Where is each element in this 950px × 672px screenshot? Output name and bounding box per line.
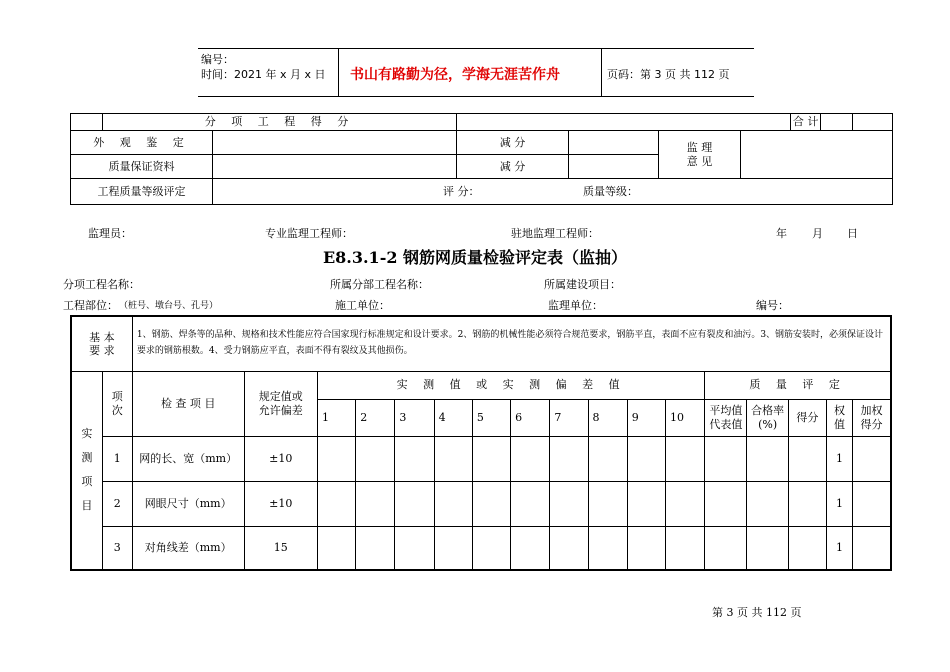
- quality-eval-header: 质 量 评 定: [705, 371, 891, 399]
- col-header-3: 3: [395, 399, 434, 436]
- sign-pro-engineer: 专业监理工程师：: [265, 227, 353, 240]
- sign-site-engineer: 驻地监理工程师：: [511, 227, 599, 240]
- supervision-opinion-label: 监 理 意 见: [659, 131, 741, 179]
- row-spec: 15: [244, 526, 317, 570]
- sign-day: 日: [847, 227, 858, 240]
- deduct-value-2: [569, 155, 659, 179]
- supervisor-unit-label: 监理单位：: [548, 299, 603, 312]
- header-bottom-rule: [198, 96, 754, 97]
- cell-empty: [71, 114, 103, 131]
- basic-req-text: 1、钢筋、焊条等的品种、规格和技术性能应符合国家现行标准规定和设计要求。2、钢筋的机械性能必须符合规范要求，钢筋平直，表面不应有裂皮和油污。3、钢筋安装时，必须保证设计要求的钢筋根数。4、受力钢筋应平直，表面不得有裂纹及其他损伤。: [132, 316, 891, 371]
- check-item-header: 检 查 项 目: [132, 371, 244, 436]
- appearance-value: [213, 131, 457, 155]
- header-page: 页码：第 3 页 共 112 页: [607, 68, 730, 81]
- col-header-5: 5: [472, 399, 510, 436]
- row-no: 2: [102, 481, 132, 526]
- summary-table: [70, 113, 893, 205]
- rating-label: 评 分：: [443, 184, 480, 198]
- header-top-rule: [198, 48, 754, 49]
- header-motto: 书山有路勤为径，学海无涯苦作舟: [350, 67, 560, 83]
- pass-rate-header: 合格率 (%): [747, 399, 788, 436]
- col-header-7: 7: [550, 399, 588, 436]
- row-no: 1: [102, 436, 132, 481]
- contractor-label: 施工单位：: [335, 299, 390, 312]
- row-weight: 1: [826, 436, 852, 481]
- row-weight: 1: [826, 481, 852, 526]
- footer-page: 第 3 页 共 112 页: [712, 606, 802, 619]
- sign-month: 月: [812, 227, 823, 240]
- row-item: 网的长、宽（mm）: [132, 436, 244, 481]
- table-row: [71, 436, 891, 481]
- row-item: 网眼尺寸（mm）: [132, 481, 244, 526]
- table-row: [71, 526, 891, 570]
- col-header-4: 4: [434, 399, 472, 436]
- score-header: 得分: [788, 399, 826, 436]
- total-value-2: [853, 114, 893, 131]
- sign-supervisor: 监理员：: [88, 227, 132, 240]
- col-header-9: 9: [627, 399, 665, 436]
- subitem-name: 分项工程名称：: [63, 278, 140, 291]
- sign-year: 年: [776, 227, 787, 240]
- grade-eval-value: [213, 179, 893, 205]
- inspection-table: [70, 315, 892, 571]
- code-label: 编号：: [756, 299, 789, 312]
- location-hint: （桩号、墩台号、孔号）: [119, 301, 219, 311]
- division-name: 所属分部工程名称：: [330, 278, 429, 291]
- col-header-8: 8: [588, 399, 627, 436]
- header-date: 时间：2021 年 x 月 x 日: [201, 68, 326, 81]
- row-no: 3: [102, 526, 132, 570]
- col-header-6: 6: [511, 399, 550, 436]
- location-label: 工程部位：: [63, 299, 118, 312]
- weighted-header: 加权 得分: [853, 399, 891, 436]
- row-weight: 1: [826, 526, 852, 570]
- project-name: 所属建设项目：: [544, 278, 621, 291]
- spec-header: 规定值或 允许偏差: [244, 371, 317, 436]
- deduct-label-1: 减 分: [457, 131, 569, 155]
- grade-eval-label: 工程质量等级评定: [71, 179, 213, 205]
- quality-docs-label: 质量保证资料: [71, 155, 213, 179]
- col-header-10: 10: [666, 399, 705, 436]
- header-divider-left: [338, 48, 339, 97]
- subitem-score-value: [457, 114, 791, 131]
- col-header-2: 2: [356, 399, 395, 436]
- total-label: 合 计: [791, 114, 821, 131]
- row-spec: ±10: [244, 481, 317, 526]
- header-number-label: 编号：: [201, 53, 234, 66]
- row-item: 对角线差（mm）: [132, 526, 244, 570]
- total-value-1: [821, 114, 853, 131]
- quality-docs-value: [213, 155, 457, 179]
- form-title: E8.3.1-2 钢筋网质量检验评定表（监抽）: [322, 248, 628, 267]
- row-spec: ±10: [244, 436, 317, 481]
- appearance-label: 外 观 鉴 定: [71, 131, 213, 155]
- deduct-value-1: [569, 131, 659, 155]
- deduct-label-2: 减 分: [457, 155, 569, 179]
- table-row: [71, 481, 891, 526]
- measured-items-label: 实 测 项 目: [71, 371, 102, 570]
- quality-grade-label: 质量等级：: [583, 184, 638, 198]
- supervision-opinion-value: [741, 131, 893, 179]
- weight-header: 权 值: [826, 399, 852, 436]
- subitem-score-label: 分 项 工 程 得 分: [103, 114, 457, 131]
- header-divider-right: [601, 48, 602, 97]
- item-no-header: 项 次: [102, 371, 132, 436]
- measured-values-header: 实 测 值 或 实 测 偏 差 值: [317, 371, 704, 399]
- basic-req-label: 基 本 要 求: [71, 316, 132, 371]
- col-header-1: 1: [317, 399, 355, 436]
- avg-header: 平均值 代表值: [705, 399, 747, 436]
